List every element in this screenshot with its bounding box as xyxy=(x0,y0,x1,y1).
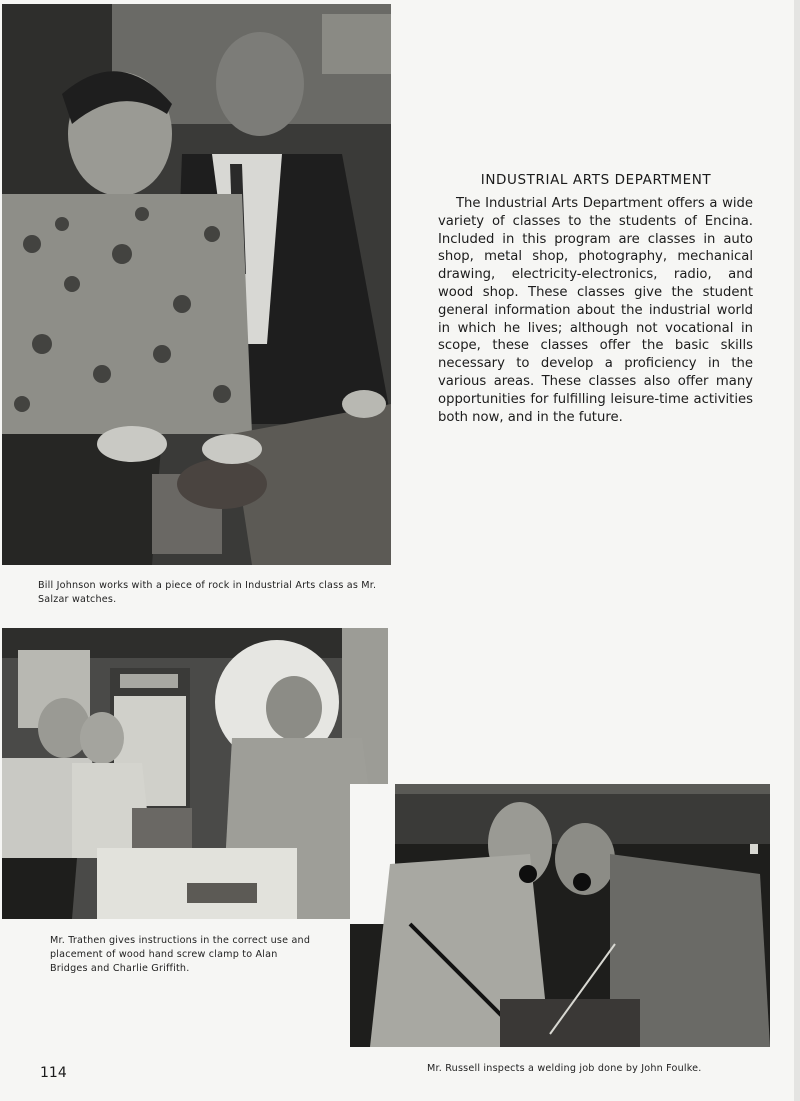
page-number: 114 xyxy=(40,1065,67,1081)
page-edge xyxy=(794,0,800,1101)
photo-welding xyxy=(350,784,770,1047)
article-body: The Industrial Arts Department offers a wide variety of classes to the students of Encina. Included in this program are classes in auto shop, metal shop, photography, mechanical drawing, electricity-electronics, radio, and wood shop. These classes give the student general information about the industrial world in which he lives; although not vocational in scope, these classes offer the basic skills necessary to develop a proficiency in the various areas. These classes also offer many opportunities for fulfilling leisure-time activities both now, and in the future. xyxy=(438,196,753,425)
photo-rock-work xyxy=(2,4,391,565)
photo-wood-clamp-caption: Mr. Trathen gives instructions in the correct use and placement of wood hand screw clamp to Alan Bridges and Charlie Griffith. xyxy=(50,935,311,974)
photo-welding-caption: Mr. Russell inspects a welding job done by John Foulke. xyxy=(427,1063,702,1074)
article-heading: INDUSTRIAL ARTS DEPARTMENT xyxy=(480,172,712,188)
photo-rock-work-caption: Bill Johnson works with a piece of rock in Industrial Arts class as Mr. Salzar watches. xyxy=(38,580,377,605)
photo-wood-clamp xyxy=(2,628,388,919)
